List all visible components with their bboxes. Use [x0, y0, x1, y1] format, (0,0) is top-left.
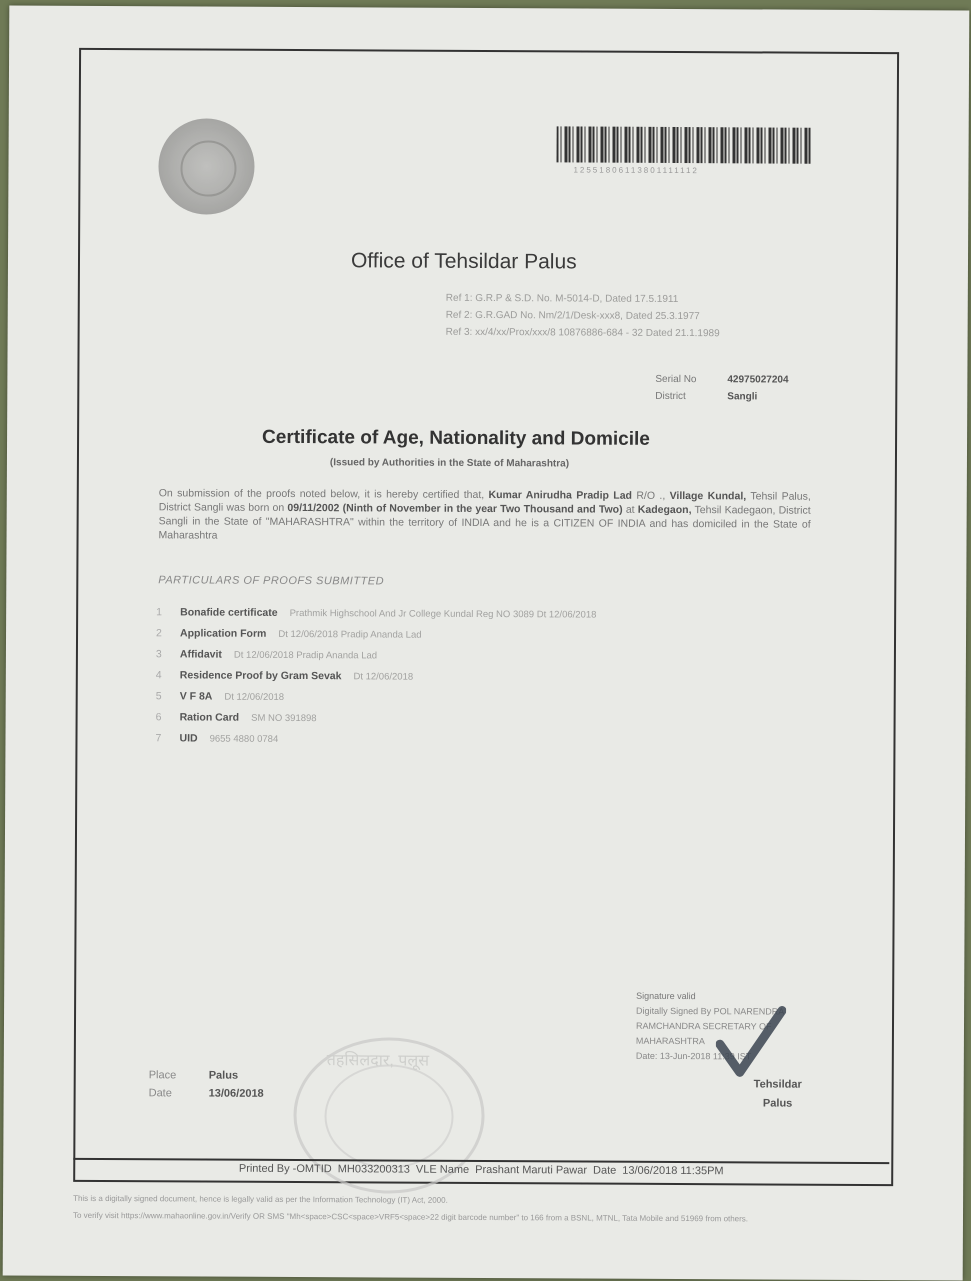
office-stamp-icon: तहसिलदार, पलूस: [293, 1037, 485, 1194]
village: Village Kundal,: [669, 489, 747, 503]
signature-valid-label: Signature valid: [636, 990, 696, 1002]
printed-by-line: Printed By -OMTID MH033200313 VLE Name Prashant Maruti Pawar Date 13/06/2018 11:35PM: [73, 1158, 889, 1182]
date-value: 13/06/2018: [208, 1087, 264, 1100]
list-item: 6 Ration Card SM NO 391898: [155, 711, 317, 725]
signature-check-icon: [716, 1004, 786, 1079]
district-label: District: [655, 390, 686, 403]
ref-2: Ref 2: G.R.GAD No. Nm/2/1/Desk-xxx8, Dated 25.3.1977: [445, 309, 700, 323]
certificate-subtitle: (Issued by Authorities in the State of Maharashtra): [329, 457, 570, 470]
footer-note: This is a digitally signed document, hence is legally valid as per the Information Technology (IT) Act, 2000. To verify visit https://www.mahaonline.gov.in/Verify OR SMS "Mh<space>CSC<space>VRF5<space>22 digit barcode number" to 166 from a BSNL, MTNL, Tata Mobile and 51969 from others.: [72, 1193, 749, 1224]
digital-signature-block: Signature valid Digitally Signed By POL NARENDRA RAMCHANDRA SECRETARY OF MAHARASHTRA Date: 13-Jun-2018 11:39 IST: [636, 989, 826, 1065]
proofs-list: [155, 606, 796, 756]
place-value: Palus: [208, 1069, 239, 1082]
serial-value: 42975027204: [727, 374, 789, 386]
date-label: Date: [148, 1087, 172, 1100]
certificate-title: Certificate of Age, Nationality and Domicile: [262, 426, 650, 450]
list-item: 3 Affidavit Dt 12/06/2018 Pradip Ananda Lad: [155, 648, 378, 662]
serial-block: [655, 371, 788, 406]
certificate-page: [3, 5, 970, 1280]
birth-place: Kadegaon,: [637, 503, 692, 517]
list-item: 7 UID 9655 4880 0784: [155, 732, 279, 745]
office-title: Office of Tehsildar Palus: [350, 249, 577, 274]
ref-1: Ref 1: G.R.P & S.D. No. M-5014-D, Dated 17.5.1911: [445, 292, 679, 306]
particulars-heading: PARTICULARS OF PROOFS SUBMITTED: [158, 574, 385, 588]
list-item: 2 Application Form Dt 12/06/2018 Pradip Ananda Lad: [156, 627, 422, 641]
list-item: 4 Residence Proof by Gram Sevak Dt 12/06/2018: [155, 669, 414, 683]
serial-label: Serial No: [655, 373, 697, 386]
barcode: [557, 126, 812, 163]
district-value: Sangli: [727, 391, 758, 403]
place-date: [149, 1066, 264, 1103]
holder-name: Kumar Anirudha Pradip Lad: [488, 489, 633, 502]
ref-3: Ref 3: xx/4/xx/Prox/xxx/8 10876886-684 - 32 Dated 21.1.1989: [445, 326, 720, 340]
list-item: 5 V F 8A Dt 12/06/2018: [155, 690, 285, 703]
references: [446, 290, 720, 342]
barcode-number: 12551806113801111112: [573, 165, 699, 176]
certificate-body: On submission of the proofs noted below, it is hereby certified that, Kumar Anirudha Pradip Lad R/O ., Village Kundal, Tehsil Palus, District Sangli was born on 09/11/2002 (Ninth of November in the year Two Thousand and Two) at Kadegaon, Tehsil Kadegaon, District Sangli in the State of "MAHARASHTRA" within the territory of INDIA and he is a CITIZEN OF INDIA and has domiciled in the State of Maharashtra: [158, 487, 811, 542]
tehsildar-designation: Tehsildar Palus: [753, 1078, 802, 1110]
place-label: Place: [148, 1069, 177, 1082]
government-seal-icon: [158, 118, 255, 215]
list-item: 1 Bonafide certificate Prathmik Highschool And Jr College Kundal Reg NO 3089 Dt 12/06/2018: [156, 606, 597, 621]
date-of-birth: 09/11/2002 (Ninth of November in the year Two Thousand and Two): [287, 501, 623, 516]
